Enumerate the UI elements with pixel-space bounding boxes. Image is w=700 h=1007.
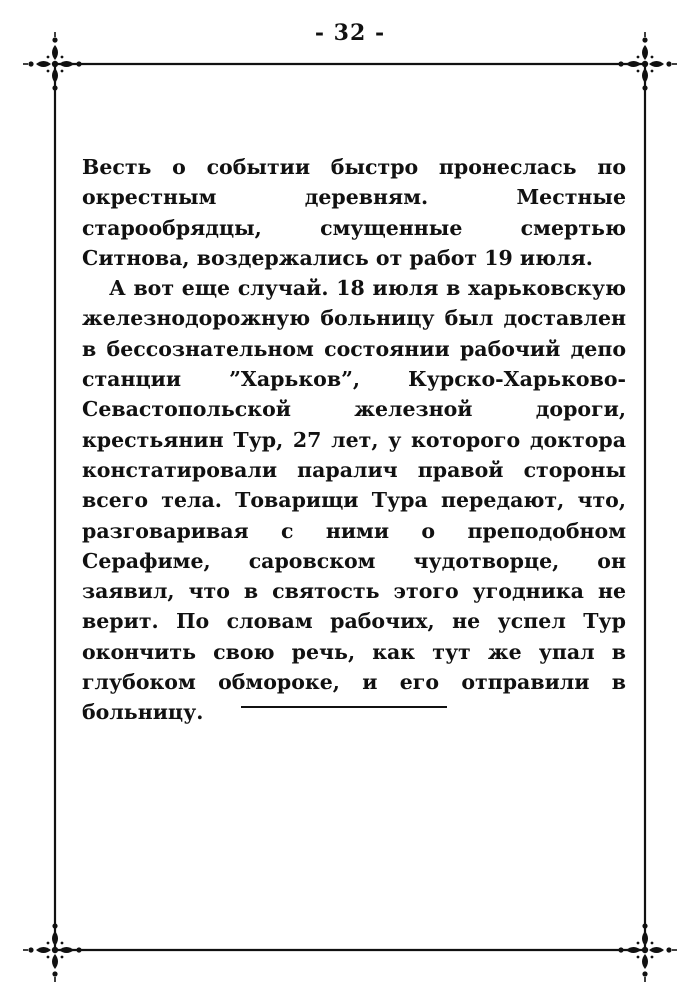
fleuron-ornament-icon bbox=[23, 918, 87, 982]
paragraph: Весть о событии быстро пронеслась по окрестным деревням. Местные старообрядцы, смущенные смертью Ситнова, воздержались от работ 19 июля. bbox=[82, 155, 626, 270]
fleuron-ornament-icon bbox=[613, 918, 677, 982]
section-divider-rule bbox=[241, 706, 447, 708]
page-number: - 32 - bbox=[314, 20, 386, 46]
body-text bbox=[82, 152, 626, 728]
paragraph: А вот еще случай. 18 июля в харьковскую железнодорожную больницу был доставлен в бессознательном состоянии рабочий депо станции ”Харьков”, Курско-Харьково-Севастопольской железной дороги, крестьянин Тур, 27 лет, у которого доктора констатировали паралич правой стороны всего тела. Товарищи Тура передают, что, разговаривая с ними о преподобном Серафиме, саровском чудотворце, он заявил, что в святость этого угодника не верит. По словам рабочих, не успел Тур окончить свою речь, как тут же упал в глубоком обмороке, и его отправили в больницу. bbox=[82, 276, 626, 725]
